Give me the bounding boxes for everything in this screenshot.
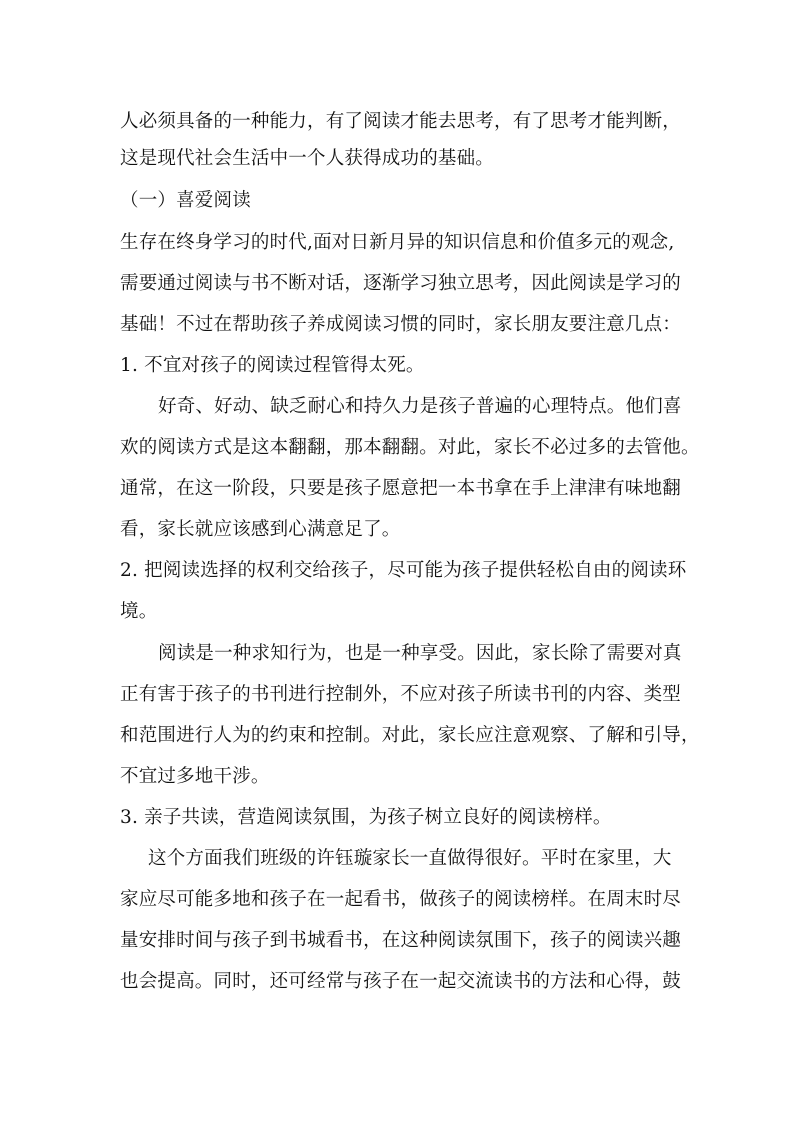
paragraph-line: 需要通过阅读与书不断对话，逐渐学习独立思考，因此阅读是学习的 <box>120 273 682 294</box>
paragraph-line: 也会提高。同时，还可经常与孩子在一起交流读书的方法和心得，鼓 <box>120 971 682 992</box>
paragraph-line: 好奇、好动、缺乏耐心和持久力是孩子普遍的心理特点。他们喜 <box>158 396 682 417</box>
paragraph-line: 正有害于孩子的书刊进行控制外，不应对孩子所读书刊的内容、类型 <box>120 684 682 705</box>
numbered-heading-continuation: 境。 <box>120 601 158 622</box>
paragraph-line: 看，家长就应该感到心满意足了。 <box>120 519 401 540</box>
paragraph-line: 这是现代社会生活中一个人获得成功的基础。 <box>120 148 495 169</box>
numbered-heading: 2. 把阅读选择的权利交给孩子，尽可能为孩子提供轻松自由的阅读环 <box>120 560 687 581</box>
paragraph-line: 生存在终身学习的时代,面对日新月异的知识信息和价值多元的观念, <box>120 232 675 253</box>
paragraph-line: 欢的阅读方式是这本翻翻，那本翻翻。对此，家长不必过多的去管他。 <box>120 437 700 458</box>
paragraph-line: 阅读是一种求知行为，也是一种享受。因此，家长除了需要对真 <box>158 643 682 664</box>
paragraph-line: 基础！不过在帮助孩子养成阅读习惯的同时，家长朋友要注意几点： <box>120 314 682 335</box>
paragraph-line: 不宜过多地干涉。 <box>120 766 270 787</box>
section-heading: （一）喜爱阅读 <box>120 190 251 211</box>
paragraph-line: 人必须具备的一种能力，有了阅读才能去思考，有了思考才能判断， <box>120 111 682 132</box>
paragraph-line: 这个方面我们班级的许钰璇家长一直做得很好。平时在家里，大 <box>148 848 672 869</box>
numbered-heading: 3. 亲子共读，营造阅读氛围，为孩子树立良好的阅读榜样。 <box>120 807 612 828</box>
paragraph-line: 通常，在这一阶段，只要是孩子愿意把一本书拿在手上津津有味地翻 <box>120 478 682 499</box>
paragraph-line: 量安排时间与孩子到书城看书，在这种阅读氛围下，孩子的阅读兴趣 <box>120 930 682 951</box>
paragraph-line: 和范围进行人为的约束和控制。对此，家长应注意观察、了解和引导， <box>120 725 700 746</box>
paragraph-line: 家应尽可能多地和孩子在一起看书，做孩子的阅读榜样。在周末时尽 <box>120 889 682 910</box>
numbered-heading: 1. 不宜对孩子的阅读过程管得太死。 <box>120 355 425 376</box>
